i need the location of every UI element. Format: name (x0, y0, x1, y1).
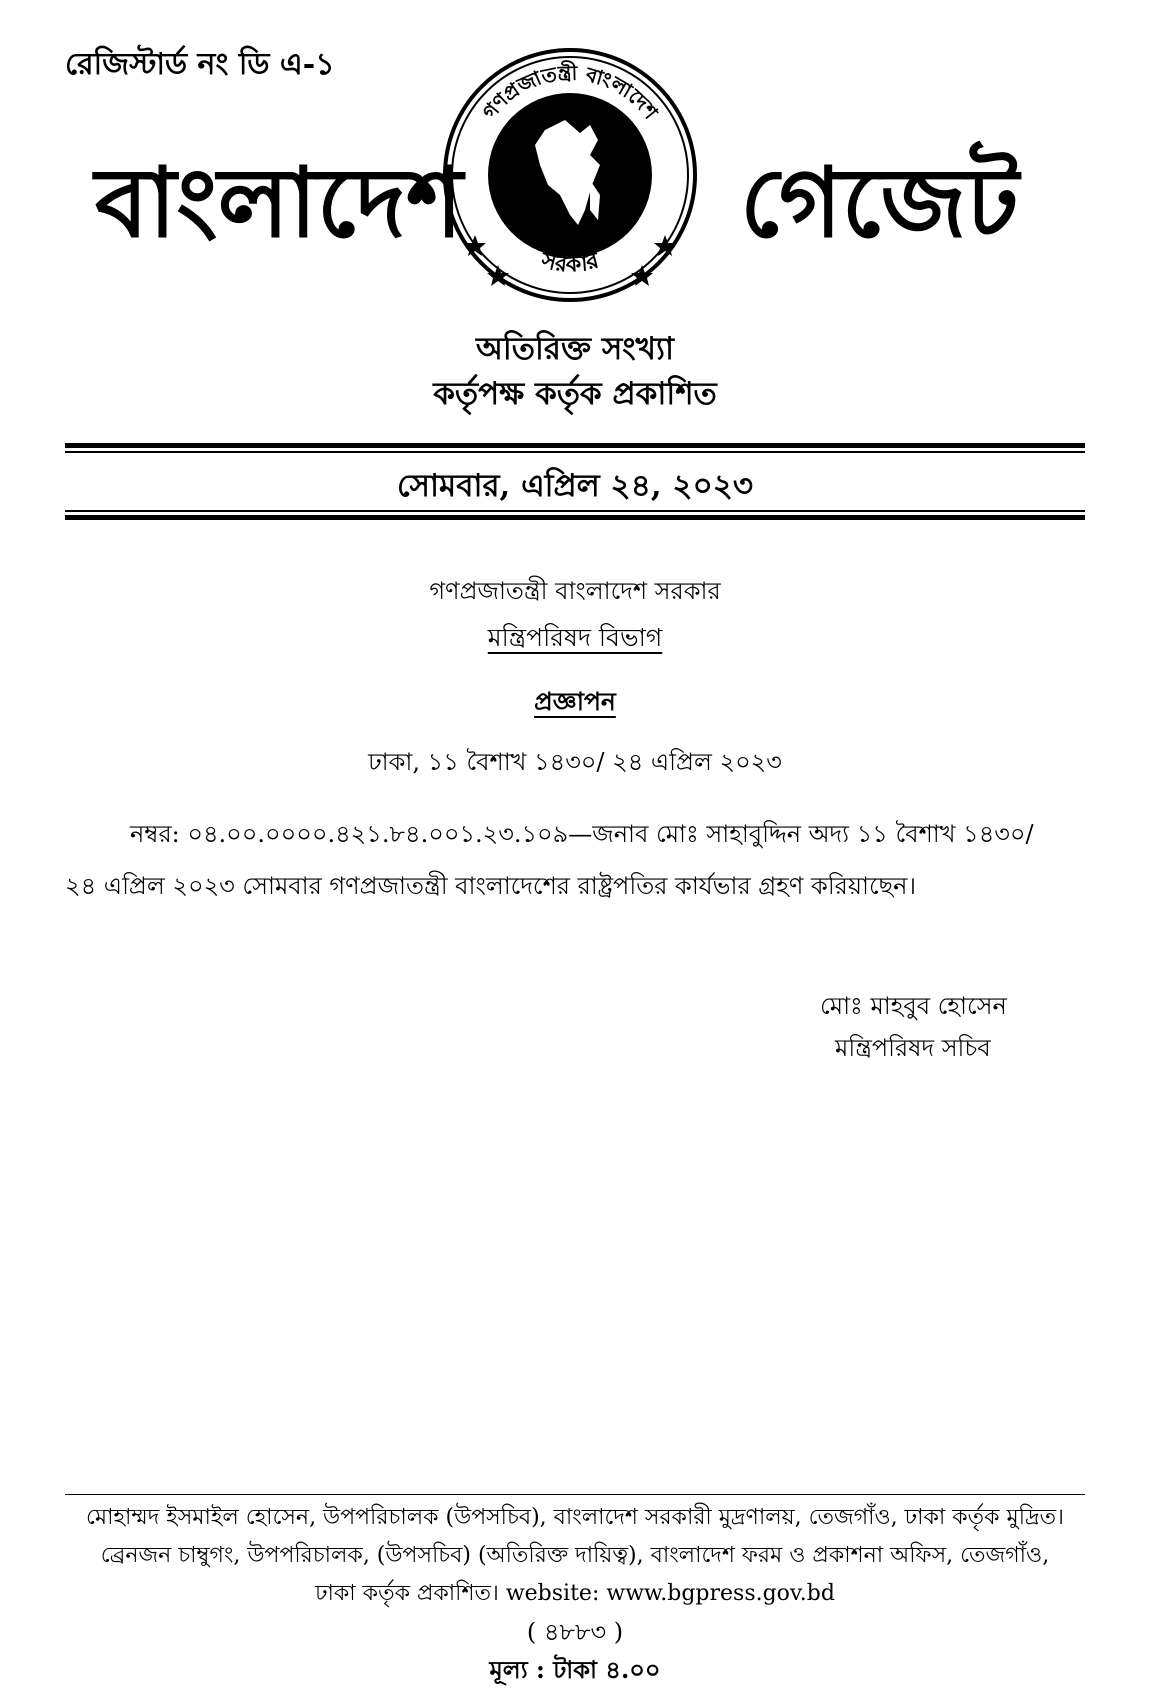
published-by-authority-label: কর্তৃপক্ষ কর্তৃক প্রকাশিত (433, 376, 717, 412)
header-rule-top-thick (65, 443, 1085, 448)
svg-text:সরকার: সরকার (538, 248, 602, 278)
header-rule-bottom-thin (65, 510, 1085, 512)
gazette-title-gazette: গেজেট (740, 146, 1019, 259)
footer-publisher-line: ব্রেনজন চাম্বুগং, উপপরিচালক, (উপসচিব) (অতিরিক্ত দায়িত্ব), বাংলাদেশ ফরম ও প্রকাশনা অফিস, তেজগাঁও, (100, 1543, 1050, 1568)
footer-rule (65, 1494, 1085, 1495)
notice-body-line-1: নম্বর: ০৪.০০.০০০০.৪২১.৮৪.০০১.২৩.১০৯—জনাব মোঃ সাহাবুদ্দিন অদ্য ১১ বৈশাখ ১৪৩০/ (130, 820, 1034, 848)
signatory-title: মন্ত্রিপরিষদ সচিব (835, 1034, 991, 1062)
division-name: মন্ত্রিপরিষদ বিভাগ (487, 623, 663, 652)
footer-printer-line: মোহাম্মদ ইসমাইল হোসেন, উপপরিচালক (উপসচিব), বাংলাদেশ সরকারী মুদ্রণালয়, তেজগাঁও, ঢাকা কর্তৃক মুদ্রিত। (85, 1505, 1065, 1530)
government-seal-logo (440, 45, 700, 305)
notice-heading: প্রজ্ঞাপন (534, 687, 616, 716)
header-rule-top-thin (65, 451, 1085, 453)
signatory-name: মোঃ মাহবুব হোসেন (820, 992, 1007, 1020)
page-number: ( ৪৮৮৩ ) (526, 1618, 624, 1646)
footer-website-line: ঢাকা কর্তৃক প্রকাশিত। website: www.bgpress.gov.bd (315, 1581, 835, 1606)
notice-body-line-2: ২৪ এপ্রিল ২০২৩ সোমবার গণপ্রজাতন্ত্রী বাংলাদেশের রাষ্ট্রপতির কার্যভার গ্রহণ করিয়াছেন। (65, 872, 917, 900)
government-name: গণপ্রজাতন্ত্রী বাংলাদেশ সরকার (429, 577, 721, 605)
svg-text:গণপ্রজাতন্ত্রী বাংলাদেশ: গণপ্রজাতন্ত্রী বাংলাদেশ (477, 60, 663, 124)
issue-date: সোমবার, এপ্রিল ২৪, ২০২৩ (396, 468, 754, 504)
place-date: ঢাকা, ১১ বৈশাখ ১৪৩০/ ২৪ এপ্রিল ২০২৩ (368, 748, 782, 776)
gazette-title-bangladesh: বাংলাদেশ (95, 146, 463, 259)
extraordinary-issue-label: অতিরিক্ত সংখ্যা (476, 331, 674, 367)
registration-number: রেজিস্টার্ড নং ডি এ-১ (65, 47, 335, 82)
price-label: মূল্য : টাকা ৪.০০ (489, 1655, 661, 1684)
header-rule-bottom-thick (65, 515, 1085, 520)
